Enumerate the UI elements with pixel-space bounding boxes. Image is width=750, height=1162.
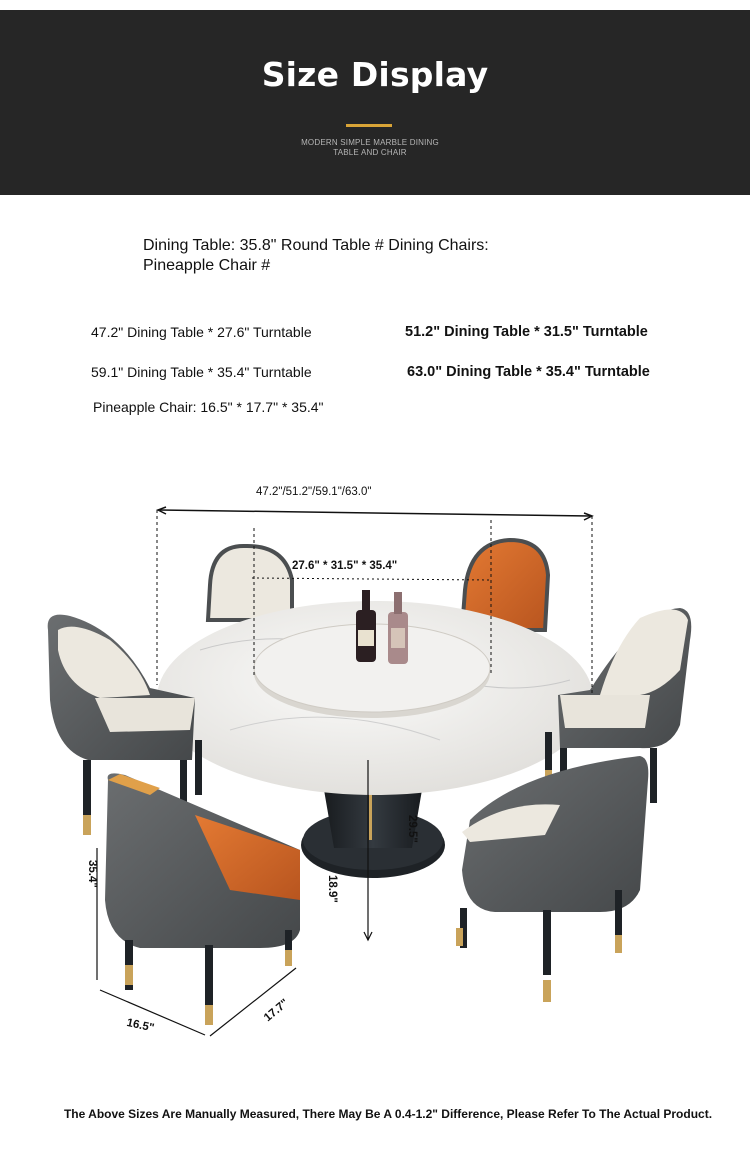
chair-height-label: 35.4" — [86, 860, 98, 888]
title-accent-bar — [346, 124, 392, 127]
base-height-label: 18.9" — [326, 875, 338, 903]
product-intro: Dining Table: 35.8" Round Table # Dining Chairs: Pineapple Chair # — [143, 237, 489, 274]
page-title: Size Display — [261, 55, 489, 94]
chair-depth-label: 17.7" — [262, 997, 292, 1025]
spec-left-1: 47.2" Dining Table * 27.6" Turntable — [91, 324, 312, 340]
header-banner — [0, 10, 750, 195]
header-subtitle-line1: MODERN SIMPLE MARBLE DINING — [301, 138, 439, 147]
chair-width-label: 16.5" — [125, 1017, 156, 1035]
spec-right-2: 63.0" Dining Table * 35.4" Turntable — [407, 364, 650, 380]
header-subtitle — [0, 138, 740, 158]
spec-right-1: 51.2" Dining Table * 31.5" Turntable — [405, 324, 648, 340]
product-illustration — [0, 470, 750, 1090]
back-left-chair — [208, 546, 292, 620]
header-subtitle-line2: TABLE AND CHAIR — [333, 148, 407, 157]
spec-left-2: 59.1" Dining Table * 35.4" Turntable — [91, 364, 312, 380]
turntable-label: 27.6" * 31.5" * 35.4" — [292, 560, 398, 572]
front-right-chair — [456, 756, 648, 1002]
spec-chair: Pineapple Chair: 16.5" * 17.7" * 35.4" — [93, 399, 324, 415]
table-height-label: 29.5" — [406, 815, 418, 843]
table-width-label: 47.2"/51.2"/59.1"/63.0" — [256, 486, 372, 498]
disclaimer: The Above Sizes Are Manually Measured, There May Be A 0.4-1.2" Difference, Please Refer To The Actual Product. — [63, 1107, 713, 1121]
